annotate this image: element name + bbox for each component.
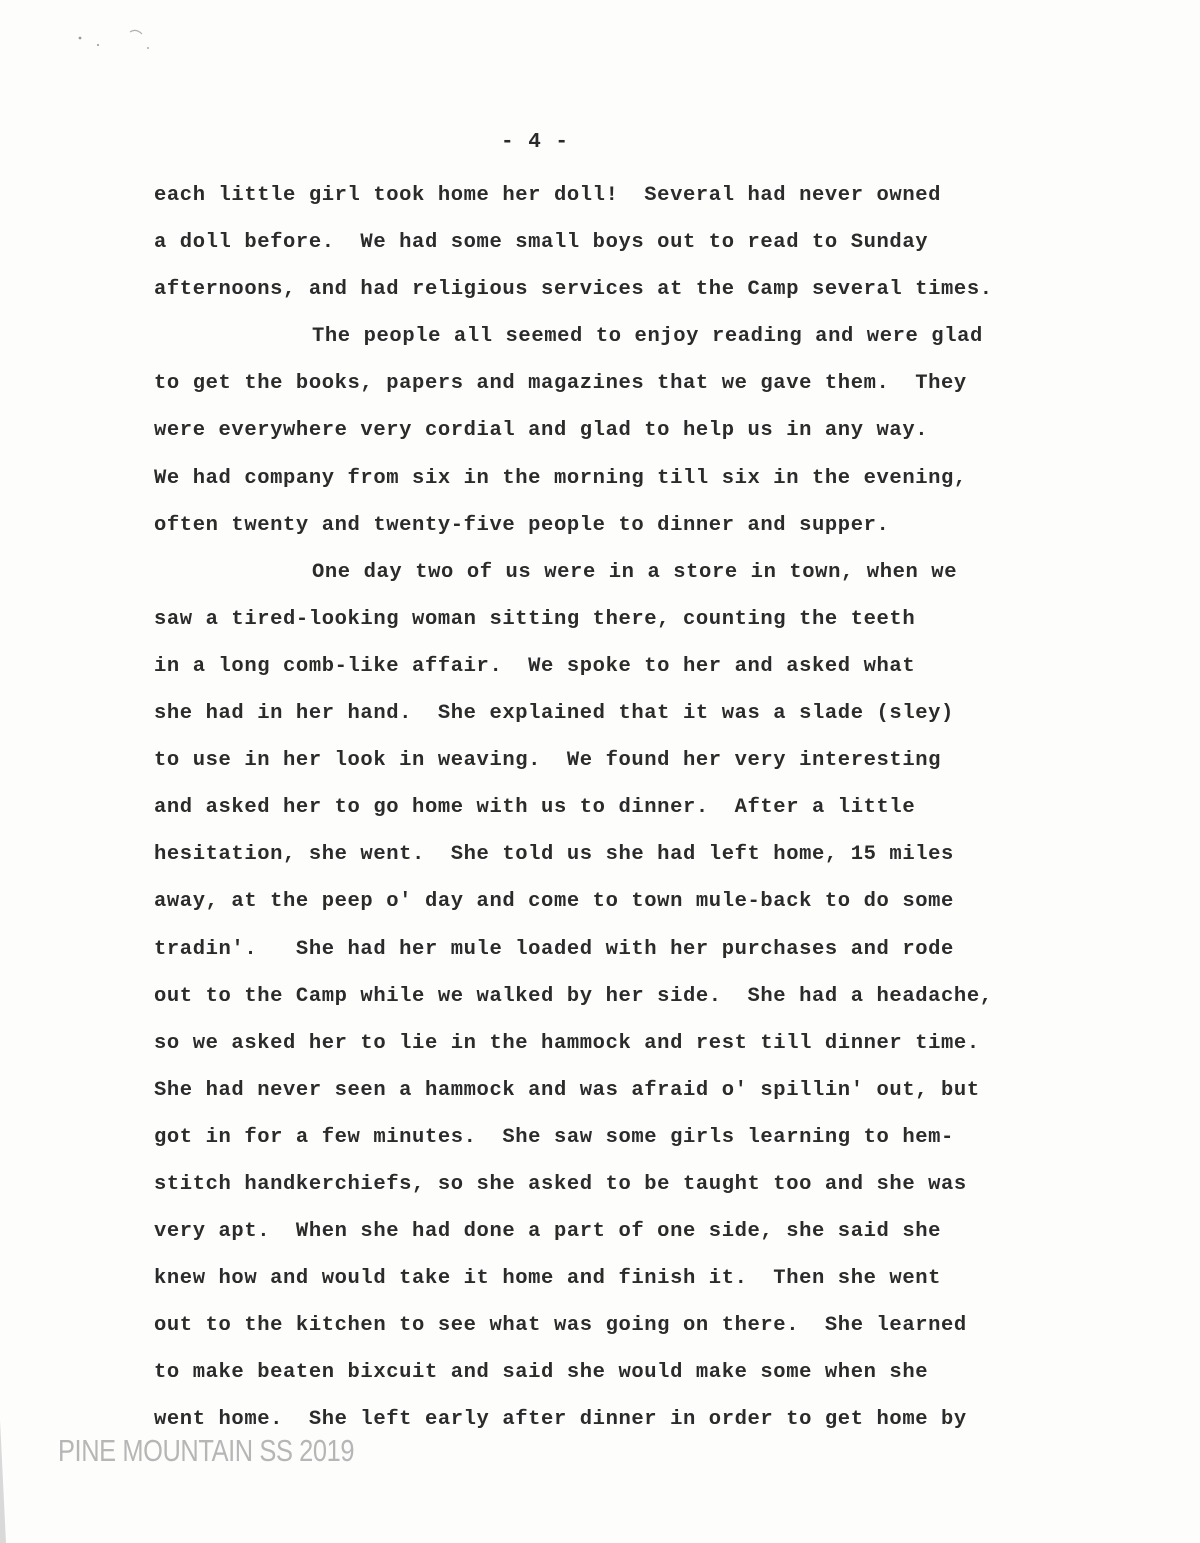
text-line: out to the kitchen to see what was going on there. She learned (154, 1314, 967, 1338)
text-line: afternoons, and had religious services at the Camp several times. (154, 278, 993, 302)
text-line: were everywhere very cordial and glad to help us in any way. (154, 419, 929, 443)
text-line: We had company from six in the morning till six in the evening, (154, 466, 967, 490)
text-line: often twenty and twenty-five people to dinner and supper. (154, 513, 890, 537)
paragraph-first-line: One day two of us were in a store in town, when we (312, 560, 958, 584)
text-line: to make beaten bixcuit and said she would make some when she (154, 1361, 929, 1385)
text-line: to get the books, papers and magazines that we gave them. They (154, 372, 967, 396)
text-line: out to the Camp while we walked by her side. She had a headache, (154, 984, 993, 1008)
text-line: knew how and would take it home and finish it. Then she went (154, 1267, 942, 1291)
text-line: very apt. When she had done a part of one side, she said she (154, 1220, 942, 1244)
text-line: stitch handkerchiefs, so she asked to be taught too and she was (154, 1172, 967, 1196)
text-line: went home. She left early after dinner in order to get home by (154, 1408, 967, 1432)
page-number: - 4 - (500, 131, 569, 154)
typewritten-body (154, 181, 1154, 1453)
text-line: so we asked her to lie in the hammock and rest till dinner time. (154, 1031, 980, 1055)
text-line: hesitation, she went. She told us she had left home, 15 miles (154, 843, 954, 867)
text-line: got in for a few minutes. She saw some girls learning to hem- (154, 1125, 954, 1149)
scan-speckle-mark (60, 14, 180, 64)
text-line: to use in her look in weaving. We found her very interesting (154, 749, 942, 773)
text-line: each little girl took home her doll! Several had never owned (154, 184, 942, 207)
page-edge-shadow (0, 1420, 24, 1543)
paragraph-first-line: The people all seemed to enjoy reading and were glad (312, 325, 983, 349)
text-line: she had in her hand. She explained that it was a slade (sley) (154, 702, 954, 726)
text-line: in a long comb-like affair. We spoke to her and asked what (154, 654, 916, 678)
text-line: saw a tired-looking woman sitting there, counting the teeth (154, 607, 916, 631)
text-line: and asked her to go home with us to dinner. After a little (154, 796, 916, 820)
text-line: tradin'. She had her mule loaded with her purchases and rode (154, 937, 954, 961)
text-line: She had never seen a hammock and was afraid o' spillin' out, but (154, 1078, 980, 1102)
text-line: away, at the peep o' day and come to town mule-back to do some (154, 890, 954, 914)
text-line: a doll before. We had some small boys out to read to Sunday (154, 231, 929, 255)
archive-watermark: PINE MOUNTAIN SS 2019 (58, 1433, 355, 1468)
